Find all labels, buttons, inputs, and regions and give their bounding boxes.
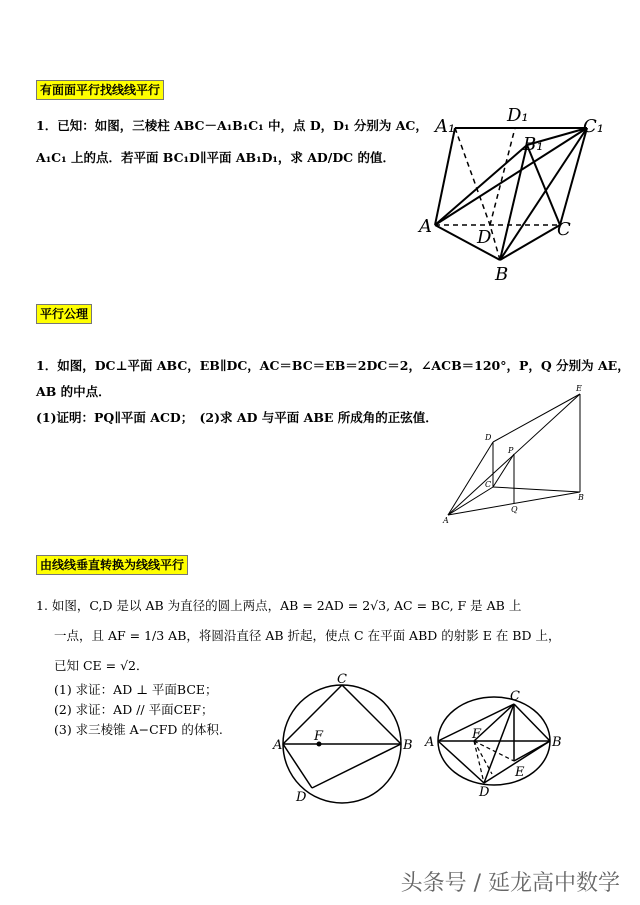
label-B: B bbox=[403, 738, 413, 753]
label-E: E bbox=[515, 765, 525, 780]
problem2-line3: (1)证明：PQ∥平面 ACD； (2)求 AD 与平面 ABE 所成角的正弦值． bbox=[36, 410, 438, 425]
prism-figure bbox=[415, 100, 615, 285]
label-D: D bbox=[296, 790, 307, 805]
section-tag-2: 平行公理 bbox=[36, 304, 92, 324]
label-C1: C₁ bbox=[583, 116, 604, 137]
label-C: C bbox=[557, 219, 571, 240]
watermark: 头条号 / 延龙高中数学 bbox=[400, 871, 620, 896]
label-B: B bbox=[495, 264, 509, 285]
label-A1: A₁ bbox=[435, 116, 456, 137]
label-A: A bbox=[419, 216, 432, 237]
problem2-line1: 1．如图，DC⊥平面 ABC，EB∥DC，AC＝BC＝EB＝2DC＝2，∠ACB＝120°，P，Q 分别为 AE， bbox=[36, 358, 630, 373]
label-C: C bbox=[337, 672, 347, 687]
problem1-line2: A₁C₁ 上的点．若平面 BC₁D∥平面 AB₁D₁，求 AD/DC 的值． bbox=[36, 150, 395, 165]
problem3-item2: (2) 求证：AD // 平面CEF； bbox=[54, 702, 214, 717]
label-C: C bbox=[510, 689, 520, 704]
label-D: D bbox=[485, 433, 492, 442]
label-A: A bbox=[273, 738, 283, 753]
label-D: D bbox=[479, 785, 490, 800]
label-D: D bbox=[477, 227, 492, 248]
label-P: P bbox=[508, 446, 514, 455]
problem3-line3: 已知 CE = √2． bbox=[54, 658, 149, 673]
problem3-item1: (1) 求证：AD ⊥ 平面BCE； bbox=[54, 682, 218, 697]
label-C: C bbox=[485, 480, 492, 489]
label-E: E bbox=[576, 384, 582, 393]
circle-figure bbox=[270, 670, 415, 810]
problem3-item3: (3) 求三棱锥 A−CFD 的体积. bbox=[54, 722, 223, 737]
ellipse-figure bbox=[422, 686, 572, 801]
problem2-line2: AB 的中点． bbox=[36, 384, 111, 399]
label-B1: B₁ bbox=[523, 134, 544, 155]
label-Q: Q bbox=[511, 505, 518, 514]
label-B: B bbox=[578, 493, 584, 502]
label-D1: D₁ bbox=[507, 105, 529, 126]
section-tag-3: 由线线垂直转换为线线平行 bbox=[36, 555, 188, 575]
problem3-line1: 1. 如图，C,D 是以 AB 为直径的圆上两点，AB = 2AD = 2√3, AC = BC, F 是 AB 上 bbox=[36, 598, 522, 613]
label-A: A bbox=[443, 516, 449, 525]
solid-figure-2 bbox=[438, 380, 598, 530]
problem3-line2: 一点，且 AF = 1/3 AB，将圆沿直径 AB 折起，使点 C 在平面 ABD 的射影 E 在 BD 上， bbox=[54, 628, 561, 643]
label-F: F bbox=[314, 729, 324, 744]
label-A: A bbox=[425, 735, 435, 750]
label-F: F bbox=[472, 727, 482, 742]
problem1-line1: 1．已知：如图，三棱柱 ABC－A₁B₁C₁ 中，点 D，D₁ 分别为 AC， bbox=[36, 118, 428, 133]
label-B: B bbox=[552, 735, 562, 750]
section-tag-1: 有面面平行找线线平行 bbox=[36, 80, 164, 100]
